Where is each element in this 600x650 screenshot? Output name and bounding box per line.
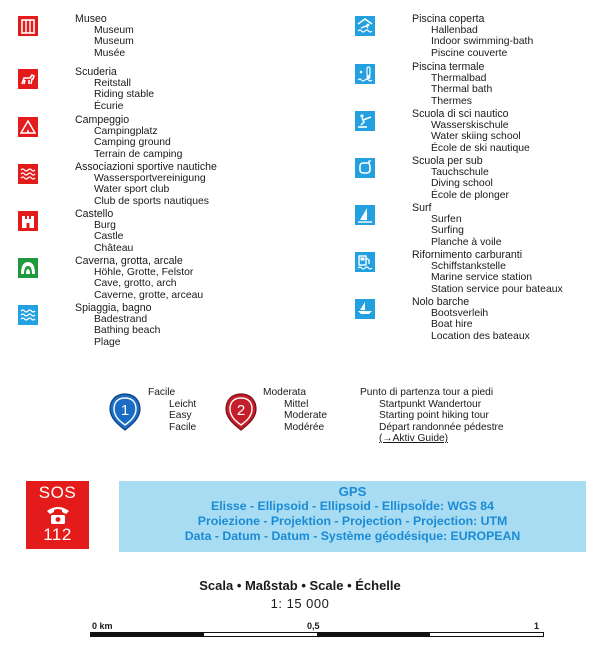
legend-item-boat-hire xyxy=(355,297,595,344)
legend-translation: Museum xyxy=(94,25,134,37)
route-translation: Modérée xyxy=(284,421,325,433)
route-translation: Facile xyxy=(169,421,197,433)
water-ski-icon xyxy=(355,111,375,131)
legend-translation: Badestrand xyxy=(94,314,148,326)
boat-rental-icon xyxy=(355,299,375,319)
scale-segment-dark xyxy=(91,633,204,636)
legend-translation: Marine service station xyxy=(431,272,533,284)
scale-segment-light xyxy=(430,633,543,636)
legend-main: Scuola di sci nautico xyxy=(412,108,509,120)
legend-translation: Thermal bath xyxy=(431,84,493,96)
gps-ellipsoid: Elisse - Ellipsoid - Ellipsoid - EllipsoÏde: WGS 84 xyxy=(211,499,494,513)
legend-translation: Castle xyxy=(94,231,124,243)
aktiv-guide-reference: (→Aktiv Guide) xyxy=(379,433,449,444)
legend-item-thermal-bath xyxy=(355,62,595,109)
legend-translation: Water sport club xyxy=(94,184,170,196)
legend-main: Caverna, grotta, arcale xyxy=(75,255,183,267)
legend-translation: Hallenbad xyxy=(431,25,478,37)
legend-left-column xyxy=(18,14,318,350)
moderate-route-shield-icon xyxy=(224,392,258,432)
legend-main: Nolo barche xyxy=(412,296,470,308)
legend-main: Museo xyxy=(75,13,107,25)
legend-translation: Écurie xyxy=(94,100,124,112)
thermal-bath-icon xyxy=(355,64,375,84)
legend-translation: Water skiing school xyxy=(431,131,521,143)
route-easy-legend xyxy=(148,387,196,433)
tent-camping-icon xyxy=(18,117,38,137)
route-translation: Leicht xyxy=(169,398,197,410)
legend-translation: Surfing xyxy=(431,225,464,237)
legend-translation: Planche à voile xyxy=(431,236,502,248)
legend-translation: Surfen xyxy=(431,214,462,226)
legend-translation: Burg xyxy=(94,220,116,232)
scale-segment-dark xyxy=(317,633,430,636)
scale-title: Scala • Maßstab • Scale • Échelle xyxy=(199,578,401,593)
legend-translation: Thermalbad xyxy=(431,73,487,85)
scale-tick-end: 1 xyxy=(534,621,540,631)
legend-translation: Club de sports nautiques xyxy=(94,195,209,207)
legend-translation: Museum xyxy=(94,36,134,48)
legend-main: Spiaggia, bagno xyxy=(75,302,152,314)
gps-datum: Data - Datum - Datum - Système géodésique: EUROPEAN xyxy=(184,529,521,543)
legend-item-surf xyxy=(355,203,595,250)
route-main: Punto di partenza tour a piedi xyxy=(360,387,494,398)
legend-item-fuel-station xyxy=(355,250,595,297)
legend-translation: Location des bateaux xyxy=(431,330,530,342)
legend-translation: Camping ground xyxy=(94,137,171,149)
legend-main: Piscina termale xyxy=(412,61,485,73)
legend-item-diving xyxy=(355,156,595,203)
legend-translation: Höhle, Grotte, Felstor xyxy=(94,267,194,279)
legend-translation: Cave, grotto, arch xyxy=(94,278,177,290)
legend-main: Campeggio xyxy=(75,114,130,126)
telephone-icon xyxy=(26,502,89,526)
gps-projection: Proiezione - Projektion - Projection - Projection: UTM xyxy=(197,514,508,528)
legend-translation: École de ski nautique xyxy=(431,142,530,154)
sos-number: 112 xyxy=(43,525,72,544)
scale-tick-mid: 0,5 xyxy=(307,621,320,631)
legend-main: Scuola per sub xyxy=(412,155,483,167)
moderate-route-number: 2 xyxy=(236,402,246,419)
legend-item-indoor-pool xyxy=(355,14,595,62)
route-translation: Mittel xyxy=(284,398,309,410)
legend-translation: Wasserskischule xyxy=(431,120,509,132)
easy-route-shield-icon xyxy=(108,392,142,432)
route-translation: Départ randonnée pédestre xyxy=(379,421,504,433)
legend-translation: Wassersportvereinigung xyxy=(94,173,206,185)
legend-item-museum xyxy=(18,14,318,67)
legend-item-water-ski xyxy=(355,109,595,156)
gps-info-box xyxy=(119,481,586,552)
sos-label: SOS xyxy=(38,483,77,502)
boat-fuel-icon xyxy=(355,252,375,272)
legend-translation: Reitstall xyxy=(94,78,131,90)
legend-translation: Tauchschule xyxy=(431,167,489,179)
legend-translation: Piscine couverte xyxy=(431,47,508,59)
legend-main: Castello xyxy=(75,208,114,220)
legend-item-castle xyxy=(18,209,318,256)
windsurf-icon xyxy=(355,205,375,225)
legend-translation: Bathing beach xyxy=(94,325,161,337)
indoor-pool-icon xyxy=(355,16,375,36)
route-translation: Easy xyxy=(169,410,192,421)
legend-translation: Plage xyxy=(94,336,121,348)
legend-item-beach xyxy=(18,303,318,350)
route-main: Facile xyxy=(148,387,176,398)
legend-translation: Bootsverleih xyxy=(431,308,489,320)
legend-translation: Station service pour bateaux xyxy=(431,283,563,295)
legend-right-column xyxy=(355,14,595,344)
museum-icon xyxy=(18,16,38,36)
legend-translation: Diving school xyxy=(431,178,493,190)
scale-segment-light xyxy=(204,633,317,636)
legend-item-stable xyxy=(18,67,318,115)
legend-item-water-sport-club xyxy=(18,162,318,209)
legend-translation: Château xyxy=(94,242,134,254)
castle-icon xyxy=(18,211,38,231)
route-translation: Startpunkt Wandertour xyxy=(379,398,482,410)
legend-translation: Thermes xyxy=(431,95,472,107)
legend-main: Associazioni sportive nautiche xyxy=(75,161,217,173)
easy-route-number: 1 xyxy=(120,402,130,419)
gps-title: GPS xyxy=(338,484,367,499)
diving-icon xyxy=(355,158,375,178)
scale-ratio: 1: 15 000 xyxy=(270,596,330,611)
legend-translation: Boat hire xyxy=(431,319,473,331)
legend-item-cave xyxy=(18,256,318,303)
legend-translation: École de plonger xyxy=(431,189,509,201)
water-waves-icon xyxy=(18,164,38,184)
legend-main: Scuderia xyxy=(75,66,117,78)
route-translation: Moderate xyxy=(284,410,328,421)
legend-translation: Schiffstankstelle xyxy=(431,261,506,273)
cave-icon xyxy=(18,258,38,278)
scale-tick-start: 0 km xyxy=(92,621,113,631)
route-main: Moderata xyxy=(263,387,307,398)
legend-translation: Campingplatz xyxy=(94,126,158,138)
route-moderate-legend xyxy=(263,387,327,433)
legend-translation: Riding stable xyxy=(94,89,155,101)
legend-item-camping xyxy=(18,115,318,162)
legend-main: Rifornimento carburanti xyxy=(412,249,523,261)
legend-translation: Musée xyxy=(94,47,126,59)
legend-main: Surf xyxy=(412,202,432,214)
legend-translation: Terrain de camping xyxy=(94,148,183,160)
scale-bar xyxy=(90,632,544,637)
legend-translation: Caverne, grotte, arceau xyxy=(94,289,204,301)
legend-main: Piscina coperta xyxy=(412,13,485,25)
horse-stable-icon xyxy=(18,69,38,89)
legend-translation: Indoor swimming-bath xyxy=(431,36,534,48)
beach-waves-icon xyxy=(18,305,38,325)
route-translation: Starting point hiking tour xyxy=(379,410,489,421)
route-start-legend xyxy=(360,387,504,445)
sos-emergency-box xyxy=(26,481,89,549)
